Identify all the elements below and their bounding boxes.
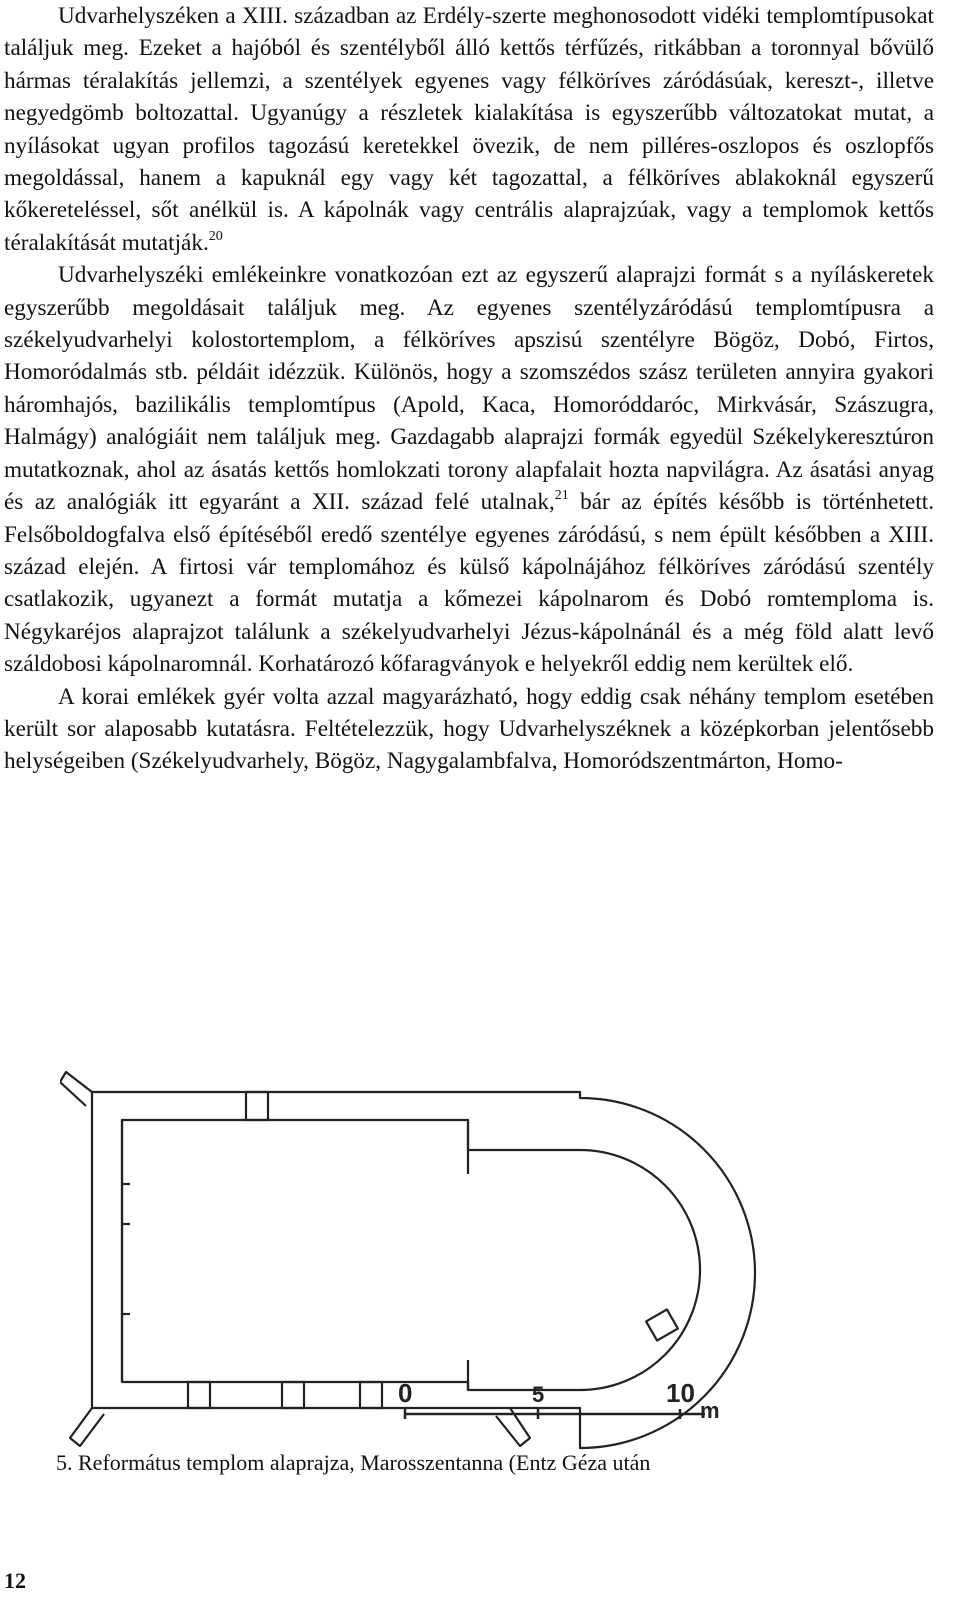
footnote-reference: 20 <box>208 228 223 244</box>
paragraph <box>4 0 934 259</box>
scale-bar <box>405 1409 705 1419</box>
plan-buttress-left <box>60 1072 92 1106</box>
scale-label-10: 10 <box>666 1378 695 1408</box>
footnote-reference: 21 <box>554 488 569 504</box>
scale-label-5: 5 <box>532 1382 545 1407</box>
plan-outer-wall <box>92 1092 755 1448</box>
page-number: 12 <box>4 1568 26 1593</box>
plan-buttress-left-bottom <box>70 1408 104 1446</box>
paragraph-text: Udvarhelyszéki emlékeinkre vonatkozóan ezt az egyszerű alaprajzi formát s a nyíláskeretek egyszerűbb megoldásait találjuk meg. Az egyenes szentélyzáródású templomtípusra a székelyudvarhelyi kolostortemplom, a félköríves apszisú szentélyre Bögöz, Dobó, Firtos, Homoródalmás stb. példáit idézzük. Különös, hogy a szomszédos szász területen annyira gyakori háromhajós, bazilikális templomtípus (Apold, Kaca, Homoróddaróc, Mirkvásár, Szászugra, Halmágy) analógiáit nem találjuk meg. Gazdagabb alaprajzi formák egyedül Székelykeresztúron mutatkoznak, ahol az ásatás kettős homlokzati torony alapfalait hozta napvilágra. Az ásatási anyag és az analógiák itt egyaránt a XII. század felé utalnak, <box>4 262 934 516</box>
paragraph <box>4 259 934 680</box>
scale-label-0: 0 <box>398 1378 413 1408</box>
paragraph-text: A korai emlékek gyér volta azzal magyarázható, hogy eddig csak néhány templom esetében került sor alaposabb kutatásra. Feltételezzük, hogy Udvarhelyszéknek a középkorban jelentősebb helységeiben (Székelyudvarhely, Bögöz, Nagygalambfalva, Homoródszentmárton, Homo- <box>4 683 934 775</box>
plan-inner-wall <box>122 1120 700 1390</box>
scale-label-unit: m <box>700 1398 720 1423</box>
paragraph-text: Udvarhelyszéken a XIII. században az Erdély-szerte meghonosodott vidéki templomtípusokat találjuk meg. Ezeket a hajóból és szentélyből álló kettős térfűzés, ritkábban a toronnyal bővülő hármas téralakítás jellemzi, a szentélyek egyenes vagy félköríves záródásúak, kereszt-, illetve negyedgömb boltozattal. Ugyanúgy a részletek kialakítása is egyszerűbb változatokat mutat, a nyílásokat ugyan profilos tagozású keretekkel övezik, de nem pilléres-oszlopos és oszlopfős megoldással, hanem a kapuknál egy vagy két tagozattal, a félköríves ablakoknál egyszerű kőkereteléssel, sőt anélkül is. A kápolnák vagy centrális alaprajzúak, vagy a templomok kettős téralakítását mutatják. <box>4 3 934 256</box>
figure-caption: 5. Református templom alaprajza, Marosszentanna (Entz Géza után <box>56 1450 651 1475</box>
body-text <box>4 0 934 778</box>
paragraph-text: bár az építés később is történhetett. Felsőboldogfalva első építéséből eredő szentélye egyenes záródású, s nem épült későbben a XIII. század elején. A firtosi vár templomához és külső kápolnájához félköríves záródású szentély csatlakozik, ugyanezt a formát mutatja a kőmezei kápolnarom és Dobó romtemploma is. Négykaréjos alaprajzot találunk a székelyudvarhelyi Jézus-kápolnánál és a még föld alatt levő száldobosi kápolnaromnál. Korhatározó kőfaragványok e helyekről eddig nem kerültek elő. <box>4 489 934 678</box>
paragraph <box>4 681 934 778</box>
floor-plan-figure <box>60 1054 860 1454</box>
